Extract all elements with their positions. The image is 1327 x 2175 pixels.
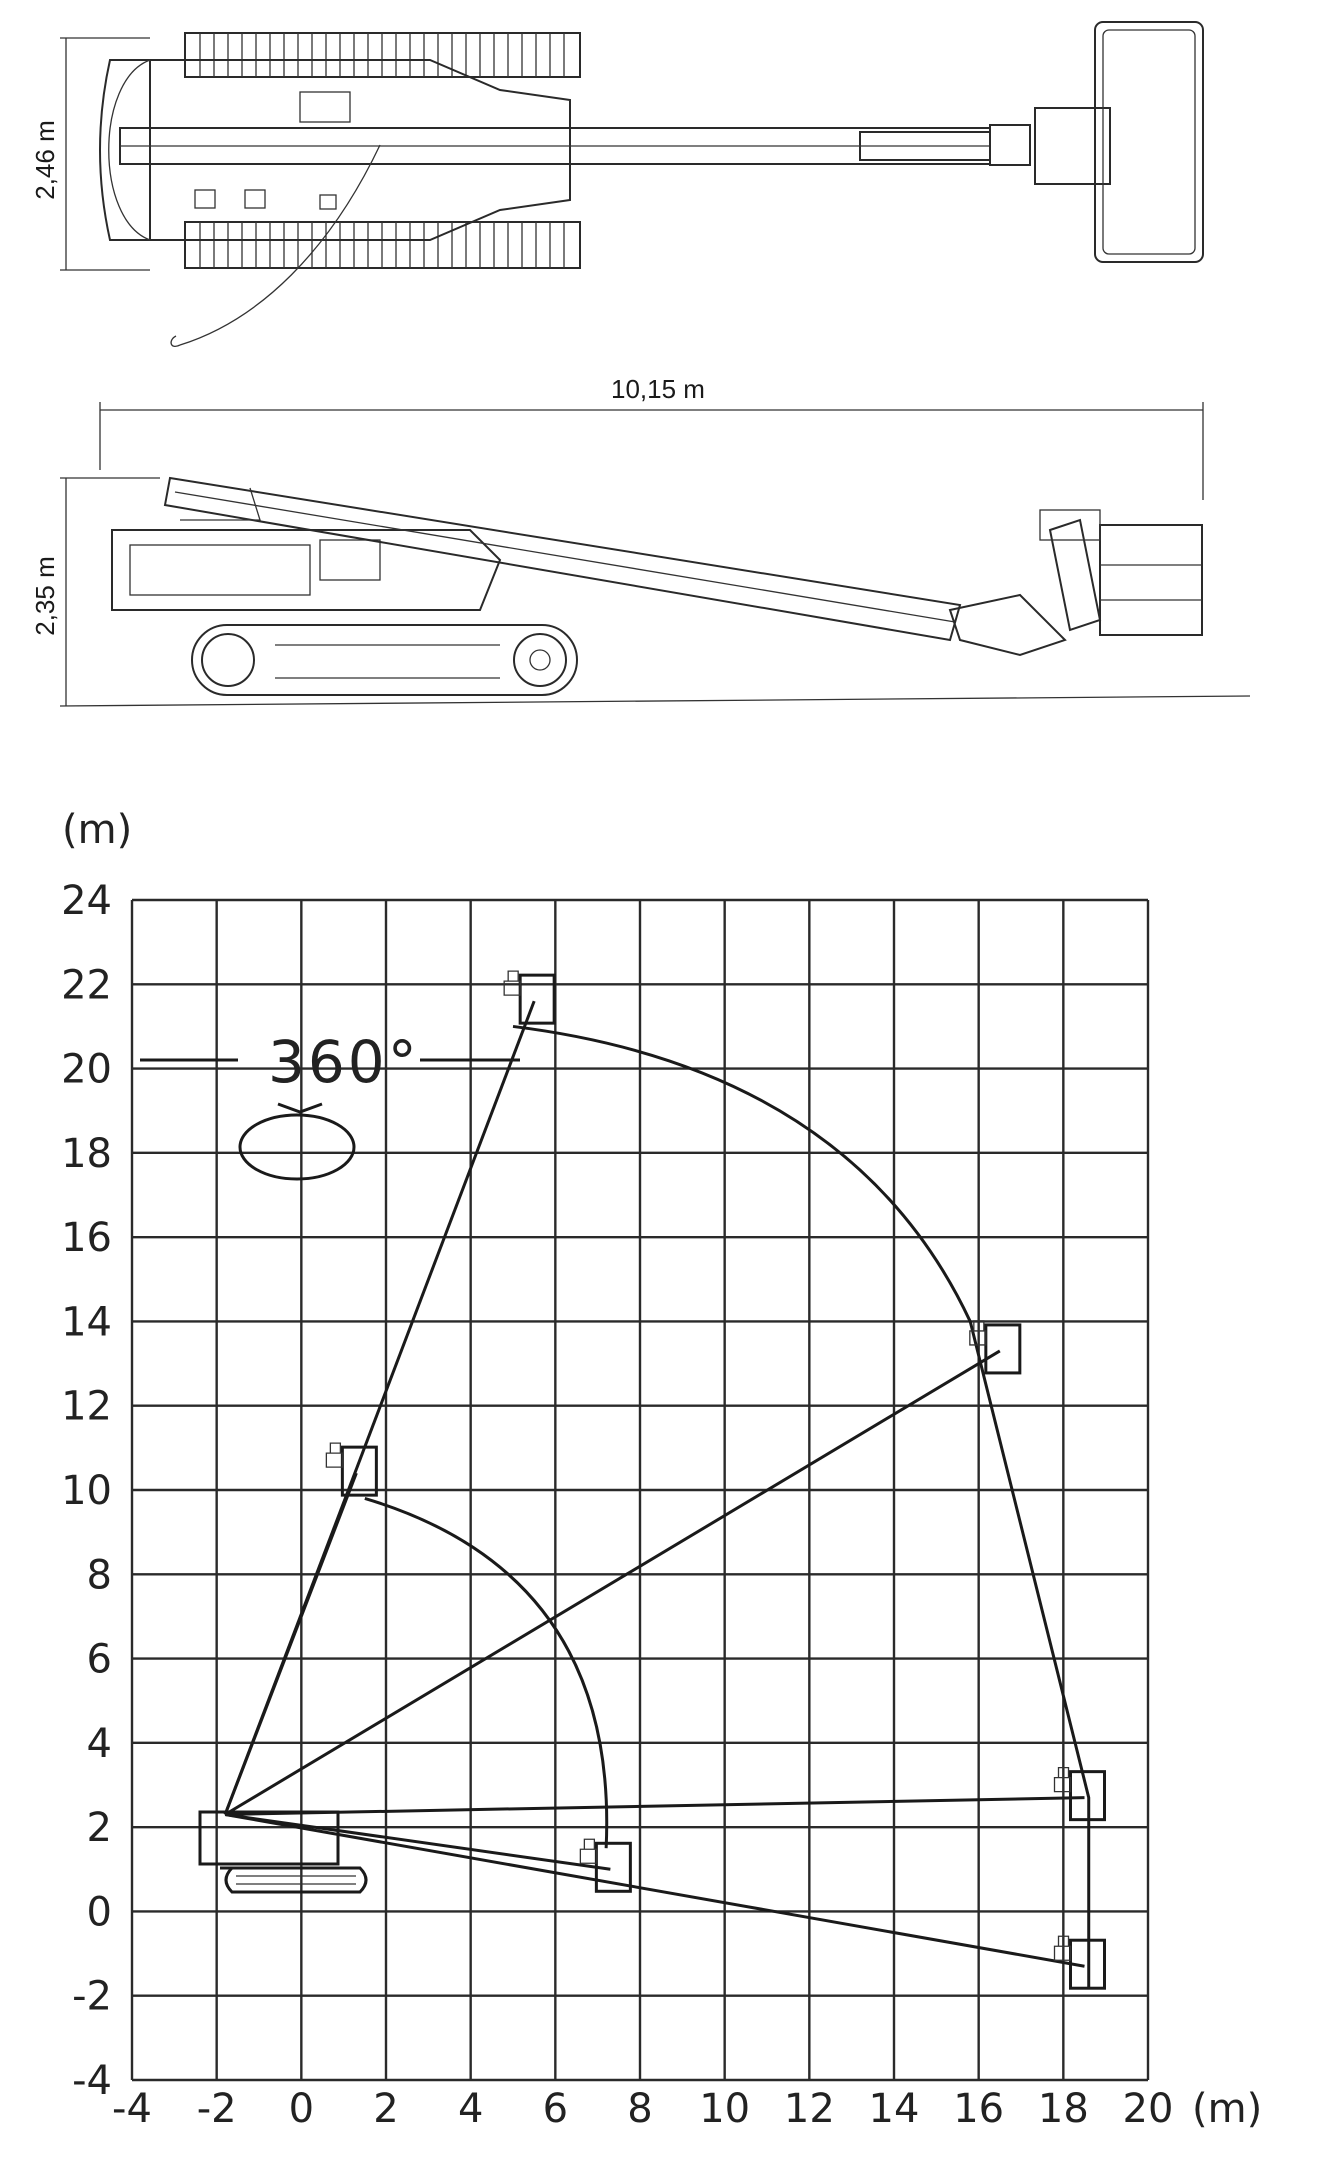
boom-line: [225, 1798, 1084, 1815]
basket-rotator: [326, 1443, 342, 1467]
boom-line: [225, 1815, 610, 1870]
boom-line: [225, 1473, 356, 1814]
x-axis-unit: (m): [1192, 2086, 1263, 2132]
basket-rotator: [580, 1839, 596, 1863]
height-dimension-label: 2,35 m: [30, 556, 60, 636]
rotation-label: 360°: [268, 1028, 420, 1096]
y-tick-label: 8: [86, 1552, 112, 1599]
x-tick-label: 10: [699, 2086, 751, 2132]
y-tick-label: 10: [61, 1468, 112, 1514]
y-tick-label: 4: [86, 1720, 112, 1767]
length-dimension-label: 10,15 m: [611, 374, 705, 404]
basket-body: [342, 1447, 376, 1495]
x-tick-label: -4: [112, 2086, 152, 2132]
x-tick-label: 16: [953, 2086, 1005, 2132]
y-tick-label: 18: [61, 1130, 112, 1177]
y-axis-ticks: [61, 878, 112, 2104]
inner-envelope: [365, 1498, 607, 1848]
basket-body: [986, 1325, 1020, 1373]
y-tick-label: -4: [72, 2058, 112, 2104]
rotation-annotation: [140, 1028, 520, 1179]
working-range-diagram: [61, 807, 1262, 2132]
x-tick-label: 4: [457, 2086, 484, 2132]
x-tick-label: 2: [373, 2086, 399, 2132]
x-tick-label: 6: [542, 2086, 569, 2132]
x-tick-label: 18: [1037, 2086, 1089, 2132]
platform-positions: [326, 971, 1104, 1988]
y-tick-label: -2: [72, 1973, 112, 2020]
x-tick-label: 0: [288, 2086, 315, 2132]
y-tick-label: 6: [86, 1636, 112, 1683]
top-view: [30, 22, 1203, 500]
y-tick-label: 22: [61, 962, 112, 1009]
x-tick-label: 8: [627, 2086, 653, 2132]
y-tick-label: 20: [61, 1046, 112, 1093]
x-tick-label: 20: [1122, 2086, 1174, 2132]
x-tick-label: -2: [196, 2086, 237, 2132]
side-view: [30, 478, 1250, 706]
x-tick-label: 14: [868, 2086, 920, 2132]
x-tick-label: 12: [783, 2086, 835, 2132]
boom-line: [225, 1815, 1084, 1967]
y-tick-label: 0: [86, 1889, 112, 1936]
y-tick-label: 16: [61, 1215, 112, 1262]
y-tick-label: 14: [61, 1299, 112, 1346]
y-tick-label: 24: [61, 878, 112, 924]
x-axis-ticks: [112, 2086, 1173, 2132]
y-axis-unit: (m): [62, 807, 133, 853]
boom-line: [225, 1351, 1000, 1815]
y-tick-label: 12: [61, 1383, 112, 1430]
basket-body: [520, 975, 554, 1023]
track-treads: [200, 33, 564, 268]
width-dimension-label: 2,46 m: [30, 120, 60, 200]
y-tick-label: 2: [86, 1805, 112, 1852]
platform-basket: [1055, 1768, 1105, 1820]
